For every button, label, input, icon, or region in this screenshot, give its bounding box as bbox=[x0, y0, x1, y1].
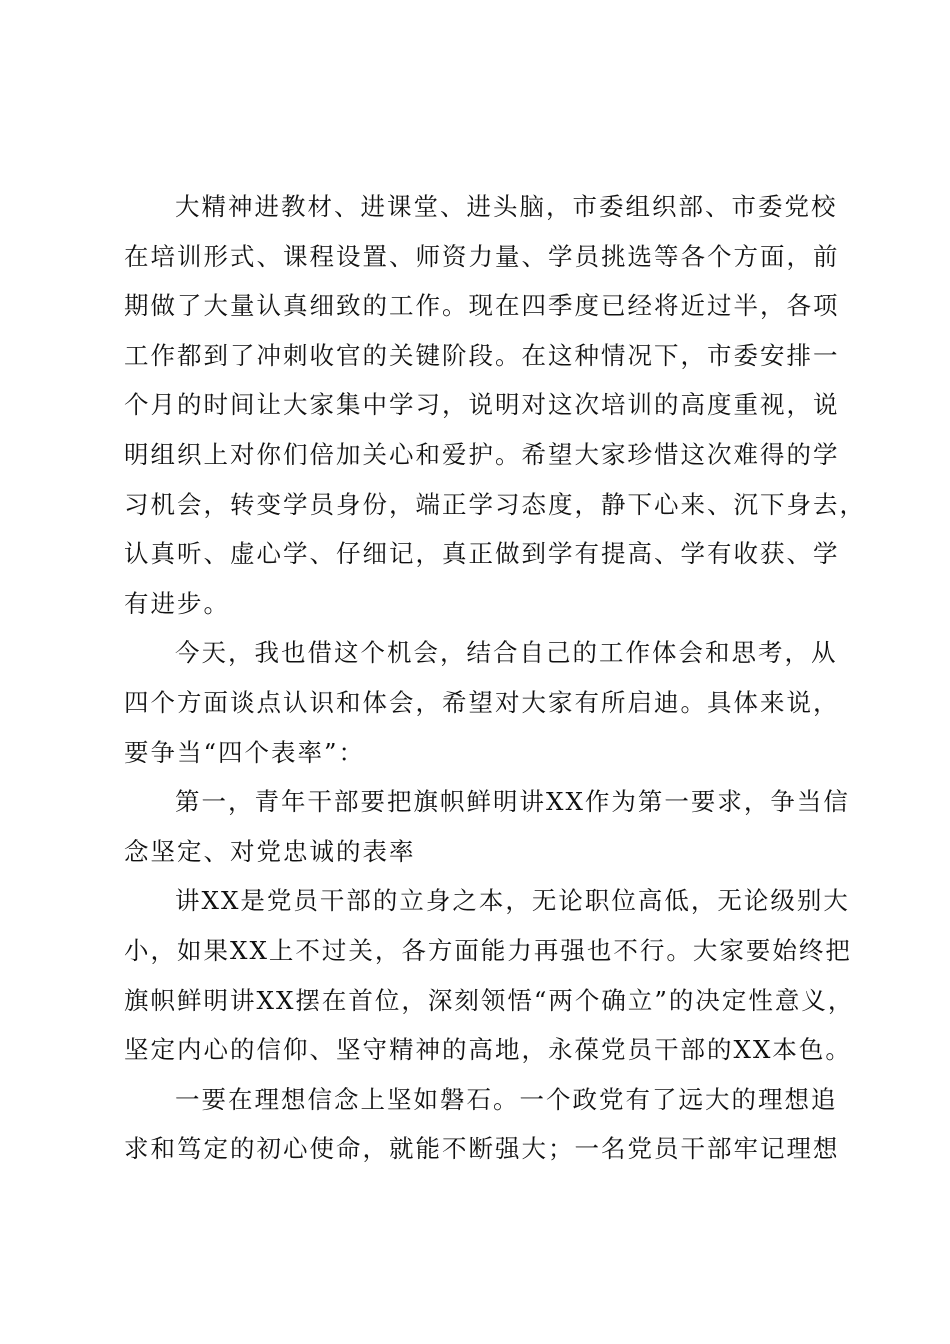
text-line: 认真听、虚心学、仔细记，真正做到学有提高、学有收获、学 bbox=[124, 539, 840, 569]
text-line: 工作都到了冲刺收官的关键阶段。在这种情况下，市委安排一 bbox=[124, 340, 840, 370]
text-line: 小，如果XX上不过关，各方面能力再强也不行。大家要始终把 bbox=[124, 935, 852, 965]
text-line: 要争当“四个表率”： bbox=[124, 737, 366, 767]
text-line: 讲XX是党员干部的立身之本，无论职位高低，无论级别大 bbox=[175, 886, 850, 916]
text-line: 今天，我也借这个机会，结合自己的工作体会和思考，从 bbox=[175, 638, 838, 668]
text-line: 在培训形式、课程设置、师资力量、学员挑选等各个方面，前 bbox=[124, 241, 840, 271]
section-heading-line: 第一，青年干部要把旗帜鲜明讲XX作为第一要求，争当信 bbox=[175, 787, 850, 817]
text-line: 习机会，转变学员身份，端正学习态度，静下心来、沉下身去， bbox=[124, 489, 866, 519]
text-line: 有进步。 bbox=[124, 588, 230, 618]
text-line: 四个方面谈点认识和体会，希望对大家有所启迪。具体来说， bbox=[124, 687, 840, 717]
text-line: 大精神进教材、进课堂、进头脑，市委组织部、市委党校 bbox=[175, 192, 838, 221]
section-heading-line: 念坚定、对党忠诚的表率 bbox=[124, 836, 416, 866]
text-line: 旗帜鲜明讲XX摆在首位，深刻领悟“两个确立”的决定性意义， bbox=[124, 985, 855, 1015]
text-line: 求和笃定的初心使命，就能不断强大；一名党员干部牢记理想 bbox=[124, 1134, 840, 1164]
text-line: 明组织上对你们倍加关心和爱护。希望大家珍惜这次难得的学 bbox=[124, 439, 840, 469]
text-line: 一要在理想信念上坚如磐石。一个政党有了远大的理想追 bbox=[175, 1084, 838, 1114]
text-line: 期做了大量认真细致的工作。现在四季度已经将近过半，各项 bbox=[124, 291, 840, 321]
document-body bbox=[124, 182, 866, 1174]
text-line: 坚定内心的信仰、坚守精神的高地，永葆党员干部的XX本色。 bbox=[124, 1035, 852, 1065]
text-line: 个月的时间让大家集中学习，说明对这次培训的高度重视，说 bbox=[124, 390, 840, 420]
